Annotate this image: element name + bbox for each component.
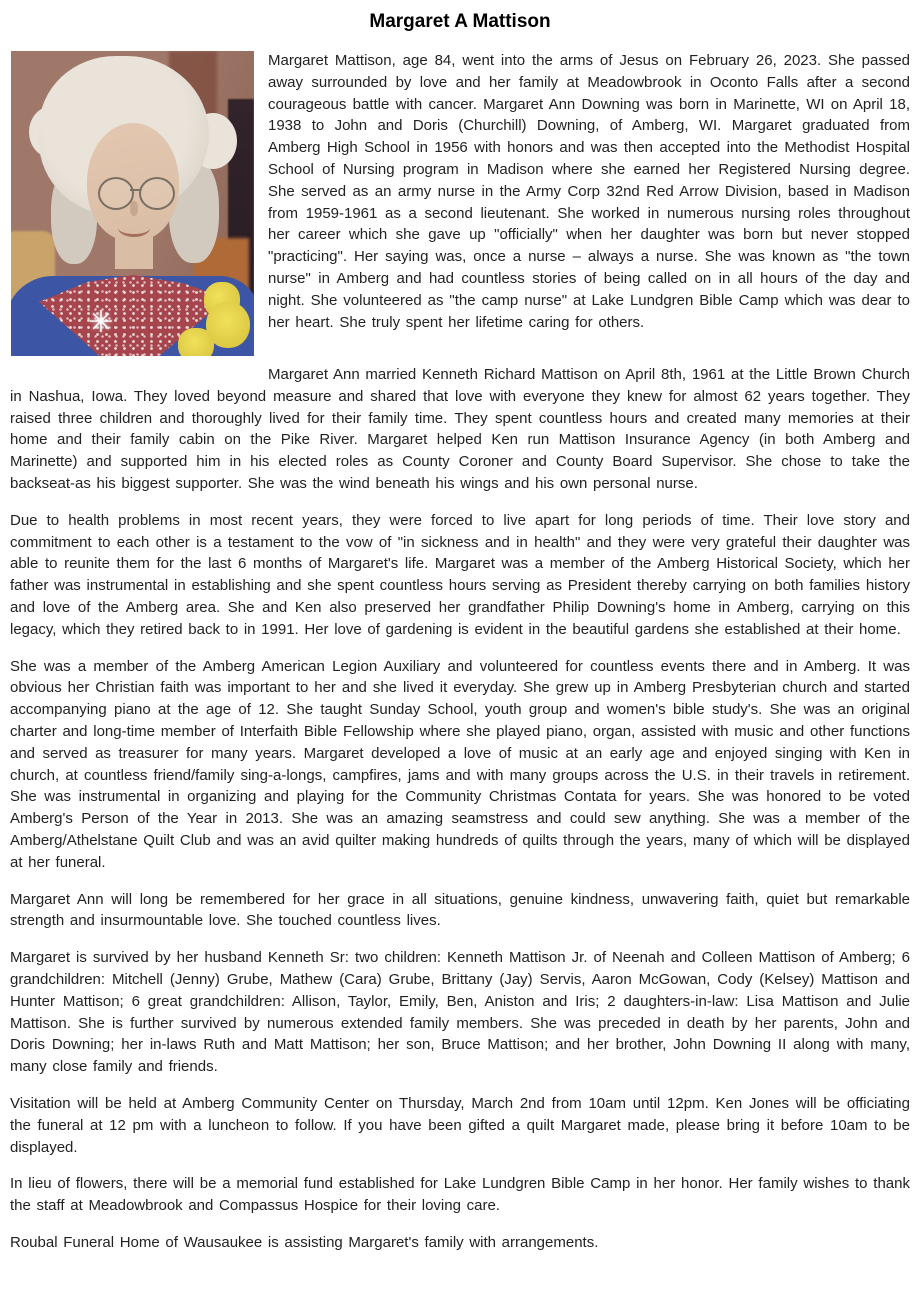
obituary-paragraph-community: She was a member of the Amberg American Legion Auxiliary and volunteered for countless events there and in Amberg. It was obvious her Christian faith was important to her and she lived it everyday. She grew up in Amberg Presbyterian church and started accompanying piano at the age of 12. She taught Sunday School, youth group and women's bible study's. She was an original charter and long-time member of Interfaith Bible Fellowship where she played piano, organ, assisted with music and other functions and served as treasurer for many years. Margaret developed a love of music at an early age and enjoyed singing with Ken in church, at countless friend/family sing-a-longs, campfires, jams and with many groups across the U.S. in their travels in retirement. She was instrumental in organizing and playing for the Community Christmas Contata for years. She was honored to be voted Amberg's Person of the Year in 2013. She was an amazing seamstress and could sew anything. She was a member of the Amberg/Athelstane Quilt Club and was an avid quilter making hundreds of quilts through the years, many of which will be displayed at her funeral. — [10, 657, 910, 871]
photo-nose — [130, 201, 138, 216]
obituary-paragraph-funeral-home: Roubal Funeral Home of Wausaukee is assisting Margaret's family with arrangements. — [10, 1233, 599, 1251]
obituary-paragraph-memorial: In lieu of flowers, there will be a memorial fund established for Lake Lundgren Bible Camp in her honor. Her family wishes to thank the staff at Meadowbrook and Compassus Hospice for their loving care. — [10, 1175, 910, 1215]
obituary-paragraph-intro: Margaret Mattison, age 84, went into the arms of Jesus on February 26, 2023. She passed away surrounded by love and her family at Meadowbrook in Oconto Falls after a second courageous battle with cancer. Margaret Ann Downing was born in Marinette, WI on April 18, 1938 to John and Doris (Churchill) Downing, of Amberg, WI. Margaret graduated from Amberg High School in 1956 with honors and was then accepted into the Methodist Hospital School of Nursing program in Madison where she earned her Registered Nursing degree. She served as an army nurse in the Army Corp 32nd Red Arrow Division, based in Madison from 1959-1961 as a second lieutenant. She worked in numerous nursing roles throughout her career which she gave up "officially" when her daughter was born but never stopped "practicing". Her saying was, once a nurse – always a nurse. She was known as "the town nurse" in Amberg and had countless stories of being called on in all hours of the day and night. She volunteered as "the camp nurse" at Lake Lundgren Bible Camp which was dear to her heart. She truly spent her lifetime caring for others. — [268, 52, 910, 331]
glasses-right-lens-icon — [139, 177, 175, 210]
glasses-left-lens-icon — [98, 177, 134, 210]
glasses-bridge-icon — [130, 189, 140, 191]
obituary-paragraph-health: Due to health problems in most recent years, they were forced to live apart for long periods of time. Their love story and commitment to each other is a testament to the vow of "in sickness and in health" and they were very grateful their daughter was able to reunite them for the last 6 months of Margaret's life. Margaret was a member of the Amberg Historical Society, which her father was instrumental in establishing and she spent countless hours serving as President thereby carrying on both families history and love of the Amberg area. She and Ken also preserved her grandfather Philip Downing's home in Amberg, carrying on this legacy, which they retired back to in 1991. Her love of gardening is evident in the beautiful gardens she established at their home. — [10, 511, 910, 638]
portrait-photo — [11, 51, 254, 356]
starburst-pin-icon: ✳ — [88, 306, 114, 339]
obituary-paragraph-marriage: Margaret Ann married Kenneth Richard Mattison on April 8th, 1961 at the Little Brown Church in Nashua, Iowa. They loved beyond measure and shared that love with everyone they knew for almost 62 years together. They raised three children and thoroughly lived for their family time. They spent countless hours and created many memories at their home and their family cabin on the Pike River. Margaret helped Ken run Mattison Insurance Agency (in both Amberg and Marinette) and supported him in his elected roles as County Coroner and County Board Supervisor. She chose to take the backseat-as his biggest supporter. She was the wind beneath his wings and his own personal nurse. — [10, 366, 910, 492]
obituary-content — [10, 50, 910, 1254]
page-title: Margaret A Mattison — [369, 11, 551, 32]
obituary-paragraph-survivors: Margaret is survived by her husband Kenneth Sr: two children: Kenneth Mattison Jr. of Neenah and Colleen Mattison of Amberg; 6 grandchildren: Mitchell (Jenny) Grube, Mathew (Cara) Grube, Brittany (Jay) Servis, Aaron McGowan, Cody (Kelsey) Mattison and Hunter Mattison; 6 great grandchildren: Allison, Taylor, Emily, Ben, Aniston and Iris; 2 daughters-in-law: Lisa Mattison and Julie Mattison. She is further survived by numerous extended family members. She was preceded in death by her parents, John and Doris Downing; her in-laws Ruth and Matt Mattison; her son, Bruce Mattison; and her brother, John Downing II along with many, many close family and friends. — [10, 949, 910, 1076]
obituary-paragraph-remembered: Margaret Ann will long be remembered for her grace in all situations, genuine kindness, unwavering faith, quiet but remarkable strength and insurmountable love. She touched countless lives. — [10, 890, 910, 930]
flower-icon — [178, 328, 214, 356]
obituary-paragraph-visitation: Visitation will be held at Amberg Community Center on Thursday, March 2nd from 10am until 12pm. Ken Jones will be officiating the funeral at 12 pm with a luncheon to follow. If you have been gifted a quilt Margaret made, please bring it before 10am to be displayed. — [10, 1094, 910, 1156]
photo-neck — [115, 235, 153, 269]
photo-smile — [118, 219, 150, 237]
